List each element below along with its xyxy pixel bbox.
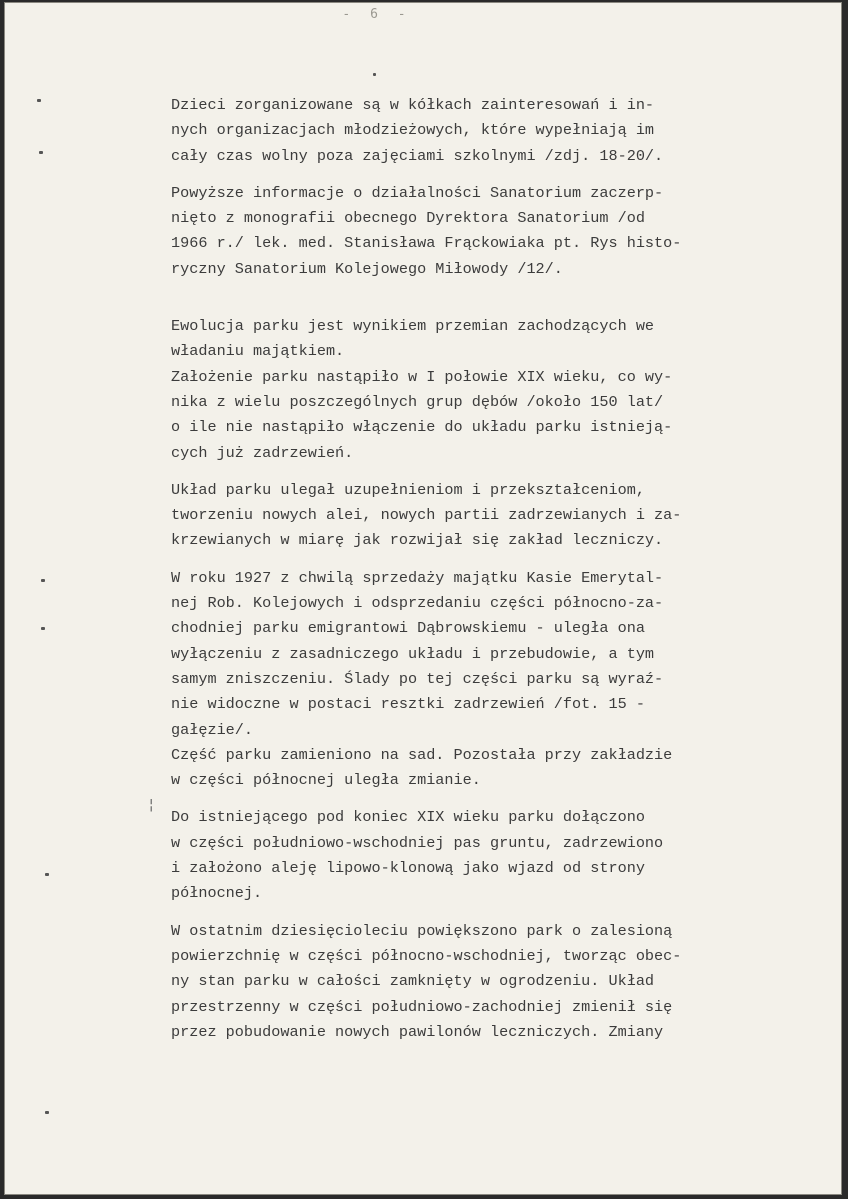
paragraph <box>171 743 771 794</box>
text-line: krzewianych w miarę jak rozwijał się zakład leczniczy. <box>171 531 664 550</box>
text-line: nie widoczne w postaci resztki zadrzewień /fot. 15 - <box>171 695 645 714</box>
binder-hole-mark <box>45 873 49 876</box>
document-page <box>4 2 842 1195</box>
text-line: przez pobudowanie nowych pawilonów leczniczych. Zmiany <box>171 1022 664 1041</box>
text-line: W ostatnim dziesięcioleciu powiększono park o zalesioną <box>171 921 673 940</box>
ink-dot-mark <box>373 73 376 76</box>
paragraph <box>171 478 771 554</box>
text-line: w części południowo-wschodniej pas gruntu, zadrzewiono <box>171 833 664 852</box>
binder-hole-mark <box>39 151 43 154</box>
paragraph <box>171 93 771 169</box>
text-line: ny stan parku w całości zamknięty w ogrodzeniu. Układ <box>171 972 655 991</box>
document-body <box>171 93 771 1045</box>
text-line: nięto z monografii obecnego Dyrektora Sanatorium /od <box>171 209 645 228</box>
binder-hole-mark <box>45 1111 49 1114</box>
binder-hole-mark <box>37 99 41 102</box>
text-line: Założenie parku nastąpiło w I połowie XIX wieku, co wy- <box>171 367 673 386</box>
text-line: Do istniejącego pod koniec XIX wieku parku dołączono <box>171 808 645 827</box>
text-line: w części północnej uległa zmianie. <box>171 771 481 790</box>
text-line: samym zniszczeniu. Ślady po tej części parku są wyraź- <box>171 669 664 688</box>
binder-hole-mark <box>41 627 45 630</box>
text-line: 1966 r./ lek. med. Stanisława Frąckowiaka pt. Rys histo- <box>171 234 682 253</box>
text-line: cały czas wolny poza zajęciami szkolnymi /zdj. 18-20/. <box>171 146 664 165</box>
paragraph <box>171 566 771 743</box>
text-line: gałęzie/. <box>171 720 254 739</box>
text-line: W roku 1927 z chwilą sprzedaży majątku Kasie Emerytal- <box>171 568 664 587</box>
text-line: Ewolucja parku jest wynikiem przemian zachodzących we <box>171 317 655 336</box>
text-line: Układ parku ulegał uzupełnieniom i przekształceniom, <box>171 480 645 499</box>
paragraph <box>171 365 771 466</box>
paragraph <box>171 314 771 365</box>
text-line: Powyższe informacje o działalności Sanatorium zaczerp- <box>171 183 664 202</box>
binder-hole-mark <box>41 579 45 582</box>
text-line: o ile nie nastąpiło włączenie do układu parku istnieją- <box>171 418 673 437</box>
text-line: powierzchnię w części północno-wschodniej, tworząc obec- <box>171 946 682 965</box>
paragraph <box>171 181 771 282</box>
paragraph <box>171 805 771 906</box>
page-number: - 6 - <box>342 7 412 22</box>
text-line: Dzieci zorganizowane są w kółkach zainteresowań i in- <box>171 96 655 114</box>
text-line: i założono aleję lipowo-klonową jako wjazd od strony <box>171 859 645 878</box>
text-line: przestrzenny w części południowo-zachodniej zmienił się <box>171 997 673 1016</box>
paragraph <box>171 919 771 1045</box>
text-line: wyłączeniu z zasadniczego układu i przebudowie, a tym <box>171 644 655 663</box>
text-line: władaniu majątkiem. <box>171 342 345 361</box>
text-line: nej Rob. Kolejowych i odsprzedaniu części północno-za- <box>171 594 664 613</box>
text-line: nika z wielu poszczególnych grup dębów /około 150 lat/ <box>171 392 664 411</box>
text-line: ryczny Sanatorium Kolejowego Miłowody /12/. <box>171 259 563 278</box>
margin-tick-mark: ¦ <box>147 797 156 813</box>
text-line: Część parku zamieniono na sad. Pozostała przy zakładzie <box>171 745 673 764</box>
text-line: nych organizacjach młodzieżowych, które wypełniają im <box>171 121 655 140</box>
text-line: cych już zadrzewień. <box>171 443 354 462</box>
text-line: tworzeniu nowych alei, nowych partii zadrzewianych i za- <box>171 506 682 525</box>
text-line: chodniej parku emigrantowi Dąbrowskiemu - uległa ona <box>171 619 645 638</box>
text-line: północnej. <box>171 884 263 903</box>
